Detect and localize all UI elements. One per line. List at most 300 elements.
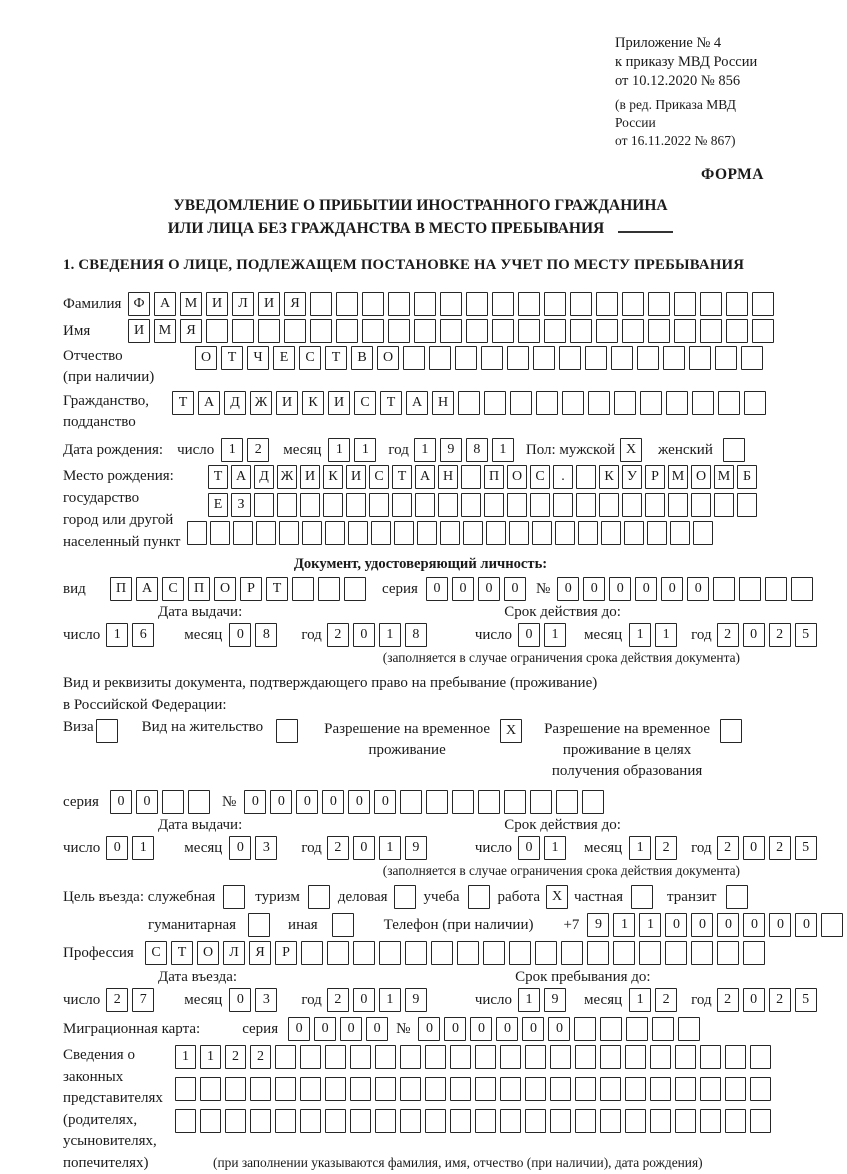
char-box[interactable] [481, 346, 503, 370]
char-box[interactable] [450, 1077, 471, 1101]
char-box[interactable] [717, 941, 739, 965]
char-box[interactable]: 0 [743, 913, 765, 937]
char-box[interactable] [400, 1077, 421, 1101]
char-box[interactable]: 0 [548, 1017, 570, 1041]
char-box[interactable]: 0 [661, 577, 683, 601]
char-box[interactable] [614, 391, 636, 415]
char-box[interactable]: 1 [200, 1045, 221, 1069]
char-box[interactable] [555, 521, 575, 545]
char-box[interactable] [725, 1109, 746, 1133]
char-box[interactable]: 0 [717, 913, 739, 937]
char-box[interactable] [692, 391, 714, 415]
char-box[interactable]: 0 [522, 1017, 544, 1041]
char-box[interactable] [362, 319, 384, 343]
char-box[interactable] [737, 493, 757, 517]
char-box[interactable] [484, 391, 506, 415]
char-box[interactable] [250, 1077, 271, 1101]
char-box[interactable] [440, 292, 462, 316]
char-box[interactable]: 0 [314, 1017, 336, 1041]
char-box[interactable] [578, 521, 598, 545]
char-box[interactable] [726, 292, 748, 316]
char-box[interactable] [600, 1077, 621, 1101]
char-box[interactable] [525, 1077, 546, 1101]
char-box[interactable] [440, 521, 460, 545]
char-box[interactable]: 1 [379, 836, 401, 860]
char-box[interactable] [666, 391, 688, 415]
char-box[interactable] [691, 941, 713, 965]
char-box[interactable]: 2 [769, 836, 791, 860]
char-box[interactable] [350, 1045, 371, 1069]
char-box[interactable] [258, 319, 280, 343]
char-box[interactable]: 0 [444, 1017, 466, 1041]
char-box[interactable] [576, 493, 596, 517]
char-box[interactable] [544, 319, 566, 343]
char-box[interactable]: 0 [244, 790, 266, 814]
char-box[interactable] [475, 1045, 496, 1069]
char-box[interactable]: К [323, 465, 343, 489]
char-box[interactable] [587, 941, 609, 965]
char-box[interactable]: 1 [629, 988, 651, 1012]
char-box[interactable]: 9 [405, 836, 427, 860]
char-box[interactable] [650, 1109, 671, 1133]
char-box[interactable]: 0 [426, 577, 448, 601]
char-box[interactable]: 1 [354, 438, 376, 462]
char-box[interactable]: 0 [743, 836, 765, 860]
char-box[interactable] [254, 493, 274, 517]
char-box[interactable] [622, 493, 642, 517]
char-box[interactable]: Т [172, 391, 194, 415]
char-box[interactable]: Ж [250, 391, 272, 415]
char-box[interactable]: И [258, 292, 280, 316]
char-box[interactable] [544, 292, 566, 316]
char-box[interactable] [275, 1077, 296, 1101]
char-box[interactable]: 0 [743, 623, 765, 647]
char-box[interactable] [518, 319, 540, 343]
char-box[interactable]: 2 [247, 438, 269, 462]
char-box[interactable]: Б [737, 465, 757, 489]
char-box[interactable] [394, 521, 414, 545]
char-box[interactable] [725, 1045, 746, 1069]
char-box[interactable] [691, 493, 711, 517]
char-box[interactable]: 0 [322, 790, 344, 814]
char-box[interactable] [394, 885, 416, 909]
char-box[interactable] [700, 292, 722, 316]
char-box[interactable] [535, 941, 557, 965]
char-box[interactable]: И [300, 465, 320, 489]
char-box[interactable] [438, 493, 458, 517]
char-box[interactable] [388, 319, 410, 343]
char-box[interactable] [375, 1109, 396, 1133]
char-box[interactable]: 2 [655, 836, 677, 860]
char-box[interactable] [550, 1077, 571, 1101]
char-box[interactable]: О [214, 577, 236, 601]
char-box[interactable] [223, 885, 245, 909]
char-box[interactable]: 1 [629, 836, 651, 860]
char-box[interactable]: X [546, 885, 568, 909]
char-box[interactable]: 1 [544, 836, 566, 860]
char-box[interactable]: М [154, 319, 176, 343]
char-box[interactable] [765, 577, 787, 601]
char-box[interactable] [414, 319, 436, 343]
char-box[interactable] [500, 1077, 521, 1101]
char-box[interactable] [576, 465, 596, 489]
char-box[interactable] [718, 391, 740, 415]
char-box[interactable] [530, 493, 550, 517]
char-box[interactable]: 2 [327, 836, 349, 860]
char-box[interactable] [248, 913, 270, 937]
char-box[interactable] [300, 1109, 321, 1133]
char-box[interactable] [559, 346, 581, 370]
char-box[interactable]: 2 [250, 1045, 271, 1069]
char-box[interactable]: 0 [518, 836, 540, 860]
char-box[interactable]: 0 [557, 577, 579, 601]
char-box[interactable]: 0 [229, 988, 251, 1012]
char-box[interactable]: С [162, 577, 184, 601]
char-box[interactable] [350, 1077, 371, 1101]
char-box[interactable] [475, 1077, 496, 1101]
char-box[interactable]: 0 [518, 623, 540, 647]
char-box[interactable]: Ж [277, 465, 297, 489]
char-box[interactable]: 1 [221, 438, 243, 462]
char-box[interactable] [575, 1045, 596, 1069]
char-box[interactable]: 0 [609, 577, 631, 601]
char-box[interactable] [574, 1017, 596, 1041]
char-box[interactable]: 0 [795, 913, 817, 937]
char-box[interactable]: Я [284, 292, 306, 316]
char-box[interactable]: 0 [353, 623, 375, 647]
char-box[interactable] [200, 1077, 221, 1101]
char-box[interactable] [344, 577, 366, 601]
char-box[interactable]: 0 [348, 790, 370, 814]
char-box[interactable] [187, 521, 207, 545]
char-box[interactable]: 2 [717, 836, 739, 860]
char-box[interactable] [486, 521, 506, 545]
char-box[interactable]: 0 [691, 913, 713, 937]
char-box[interactable] [640, 391, 662, 415]
char-box[interactable] [532, 521, 552, 545]
char-box[interactable] [613, 941, 635, 965]
char-box[interactable]: 5 [795, 623, 817, 647]
char-box[interactable]: И [206, 292, 228, 316]
char-box[interactable]: Т [171, 941, 193, 965]
char-box[interactable] [325, 1045, 346, 1069]
char-box[interactable]: 9 [544, 988, 566, 1012]
char-box[interactable]: 0 [478, 577, 500, 601]
char-box[interactable] [457, 941, 479, 965]
char-box[interactable]: И [128, 319, 150, 343]
char-box[interactable] [353, 941, 375, 965]
char-box[interactable] [570, 292, 592, 316]
char-box[interactable]: А [231, 465, 251, 489]
char-box[interactable] [279, 521, 299, 545]
char-box[interactable] [284, 319, 306, 343]
char-box[interactable] [693, 521, 713, 545]
char-box[interactable]: 0 [340, 1017, 362, 1041]
char-box[interactable]: Н [432, 391, 454, 415]
char-box[interactable]: А [406, 391, 428, 415]
char-box[interactable]: 2 [655, 988, 677, 1012]
char-box[interactable] [752, 319, 774, 343]
char-box[interactable]: 1 [544, 623, 566, 647]
char-box[interactable] [369, 493, 389, 517]
char-box[interactable]: Я [180, 319, 202, 343]
char-box[interactable] [478, 790, 500, 814]
char-box[interactable]: 2 [225, 1045, 246, 1069]
char-box[interactable]: Ч [247, 346, 269, 370]
char-box[interactable] [302, 521, 322, 545]
char-box[interactable]: 0 [583, 577, 605, 601]
char-box[interactable]: О [197, 941, 219, 965]
char-box[interactable]: 0 [288, 1017, 310, 1041]
char-box[interactable]: 1 [629, 623, 651, 647]
char-box[interactable] [300, 493, 320, 517]
char-box[interactable] [713, 577, 735, 601]
char-box[interactable] [308, 885, 330, 909]
char-box[interactable] [425, 1077, 446, 1101]
char-box[interactable] [400, 1045, 421, 1069]
char-box[interactable] [96, 719, 118, 743]
char-box[interactable]: И [346, 465, 366, 489]
char-box[interactable] [429, 346, 451, 370]
char-box[interactable] [425, 1109, 446, 1133]
char-box[interactable]: К [302, 391, 324, 415]
char-box[interactable]: 1 [518, 988, 540, 1012]
char-box[interactable]: 0 [452, 577, 474, 601]
char-box[interactable] [575, 1109, 596, 1133]
char-box[interactable] [468, 885, 490, 909]
char-box[interactable]: О [507, 465, 527, 489]
char-box[interactable] [622, 292, 644, 316]
char-box[interactable]: С [145, 941, 167, 965]
char-box[interactable]: 5 [795, 988, 817, 1012]
char-box[interactable] [440, 319, 462, 343]
char-box[interactable] [256, 521, 276, 545]
char-box[interactable] [678, 1017, 700, 1041]
char-box[interactable]: 1 [379, 623, 401, 647]
char-box[interactable] [725, 1077, 746, 1101]
char-box[interactable] [325, 1077, 346, 1101]
char-box[interactable]: 9 [405, 988, 427, 1012]
char-box[interactable]: Т [221, 346, 243, 370]
char-box[interactable]: 1 [379, 988, 401, 1012]
char-box[interactable] [674, 292, 696, 316]
char-box[interactable]: С [354, 391, 376, 415]
char-box[interactable] [601, 521, 621, 545]
char-box[interactable] [726, 319, 748, 343]
char-box[interactable] [336, 319, 358, 343]
char-box[interactable]: А [198, 391, 220, 415]
char-box[interactable] [415, 493, 435, 517]
char-box[interactable] [647, 521, 667, 545]
char-box[interactable] [500, 1109, 521, 1133]
char-box[interactable] [250, 1109, 271, 1133]
char-box[interactable] [663, 346, 685, 370]
char-box[interactable] [674, 319, 696, 343]
char-box[interactable] [492, 292, 514, 316]
char-box[interactable]: 0 [504, 577, 526, 601]
char-box[interactable] [375, 1045, 396, 1069]
char-box[interactable] [726, 885, 748, 909]
char-box[interactable] [483, 941, 505, 965]
char-box[interactable]: 0 [743, 988, 765, 1012]
char-box[interactable] [210, 521, 230, 545]
char-box[interactable]: 9 [440, 438, 462, 462]
char-box[interactable]: 0 [353, 988, 375, 1012]
char-box[interactable] [739, 577, 761, 601]
char-box[interactable]: Н [438, 465, 458, 489]
char-box[interactable] [668, 493, 688, 517]
char-box[interactable] [232, 319, 254, 343]
char-box[interactable]: 1 [132, 836, 154, 860]
char-box[interactable] [188, 790, 210, 814]
char-box[interactable] [650, 1077, 671, 1101]
char-box[interactable]: Е [273, 346, 295, 370]
char-box[interactable] [550, 1045, 571, 1069]
char-box[interactable] [533, 346, 555, 370]
char-box[interactable] [484, 493, 504, 517]
char-box[interactable] [375, 1077, 396, 1101]
char-box[interactable]: 1 [106, 623, 128, 647]
char-box[interactable]: У [622, 465, 642, 489]
char-box[interactable] [625, 1077, 646, 1101]
char-box[interactable] [301, 941, 323, 965]
char-box[interactable] [588, 391, 610, 415]
char-box[interactable]: П [484, 465, 504, 489]
char-box[interactable]: Т [266, 577, 288, 601]
char-box[interactable]: 0 [229, 623, 251, 647]
char-box[interactable] [575, 1077, 596, 1101]
char-box[interactable] [821, 913, 843, 937]
char-box[interactable]: 0 [374, 790, 396, 814]
char-box[interactable]: 1 [175, 1045, 196, 1069]
char-box[interactable] [585, 346, 607, 370]
char-box[interactable] [750, 1109, 771, 1133]
char-box[interactable]: 1 [328, 438, 350, 462]
char-box[interactable] [450, 1109, 471, 1133]
char-box[interactable]: С [299, 346, 321, 370]
char-box[interactable] [675, 1077, 696, 1101]
char-box[interactable] [323, 493, 343, 517]
char-box[interactable] [417, 521, 437, 545]
char-box[interactable] [624, 521, 644, 545]
char-box[interactable]: М [714, 465, 734, 489]
char-box[interactable] [700, 1109, 721, 1133]
char-box[interactable]: 8 [405, 623, 427, 647]
char-box[interactable] [562, 391, 584, 415]
char-box[interactable]: 0 [366, 1017, 388, 1041]
char-box[interactable]: 1 [639, 913, 661, 937]
char-box[interactable]: З [231, 493, 251, 517]
char-box[interactable] [791, 577, 813, 601]
char-box[interactable] [596, 319, 618, 343]
char-box[interactable]: Я [249, 941, 271, 965]
char-box[interactable] [648, 319, 670, 343]
char-box[interactable]: О [195, 346, 217, 370]
char-box[interactable]: Л [232, 292, 254, 316]
char-box[interactable] [700, 1077, 721, 1101]
char-box[interactable] [292, 577, 314, 601]
char-box[interactable] [455, 346, 477, 370]
char-box[interactable] [403, 346, 425, 370]
char-box[interactable] [233, 521, 253, 545]
char-box[interactable] [600, 1109, 621, 1133]
char-box[interactable] [626, 1017, 648, 1041]
char-box[interactable] [536, 391, 558, 415]
char-box[interactable] [466, 319, 488, 343]
char-box[interactable] [714, 493, 734, 517]
char-box[interactable]: Т [380, 391, 402, 415]
char-box[interactable] [475, 1109, 496, 1133]
char-box[interactable]: Л [223, 941, 245, 965]
char-box[interactable] [622, 319, 644, 343]
char-box[interactable] [720, 719, 742, 743]
char-box[interactable]: П [188, 577, 210, 601]
char-box[interactable]: X [500, 719, 522, 743]
char-box[interactable]: О [691, 465, 711, 489]
char-box[interactable]: К [599, 465, 619, 489]
char-box[interactable] [310, 319, 332, 343]
char-box[interactable] [492, 319, 514, 343]
char-box[interactable] [300, 1045, 321, 1069]
char-box[interactable]: П [110, 577, 132, 601]
char-box[interactable]: Т [325, 346, 347, 370]
char-box[interactable] [379, 941, 401, 965]
char-box[interactable]: 0 [418, 1017, 440, 1041]
char-box[interactable]: 0 [106, 836, 128, 860]
char-box[interactable] [665, 941, 687, 965]
char-box[interactable] [675, 1109, 696, 1133]
char-box[interactable] [700, 319, 722, 343]
char-box[interactable] [500, 1045, 521, 1069]
char-box[interactable] [750, 1045, 771, 1069]
char-box[interactable] [752, 292, 774, 316]
char-box[interactable]: М [180, 292, 202, 316]
char-box[interactable] [371, 521, 391, 545]
char-box[interactable] [611, 346, 633, 370]
char-box[interactable]: 0 [353, 836, 375, 860]
char-box[interactable] [346, 493, 366, 517]
char-box[interactable] [431, 941, 453, 965]
char-box[interactable] [225, 1077, 246, 1101]
char-box[interactable] [461, 465, 481, 489]
char-box[interactable] [458, 391, 480, 415]
char-box[interactable]: О [377, 346, 399, 370]
char-box[interactable] [325, 1109, 346, 1133]
char-box[interactable]: 0 [496, 1017, 518, 1041]
char-box[interactable] [452, 790, 474, 814]
char-box[interactable] [275, 1109, 296, 1133]
char-box[interactable] [463, 521, 483, 545]
char-box[interactable] [414, 292, 436, 316]
char-box[interactable] [525, 1045, 546, 1069]
char-box[interactable] [525, 1109, 546, 1133]
char-box[interactable] [600, 1045, 621, 1069]
char-box[interactable] [675, 1045, 696, 1069]
char-box[interactable]: Т [392, 465, 412, 489]
char-box[interactable]: А [136, 577, 158, 601]
char-box[interactable] [425, 1045, 446, 1069]
char-box[interactable]: 0 [769, 913, 791, 937]
char-box[interactable] [570, 319, 592, 343]
char-box[interactable] [625, 1045, 646, 1069]
char-box[interactable]: 8 [255, 623, 277, 647]
char-box[interactable]: 1 [414, 438, 436, 462]
char-box[interactable]: X [620, 438, 642, 462]
char-box[interactable]: 2 [327, 988, 349, 1012]
char-box[interactable] [700, 1045, 721, 1069]
char-box[interactable] [596, 292, 618, 316]
char-box[interactable]: 9 [587, 913, 609, 937]
